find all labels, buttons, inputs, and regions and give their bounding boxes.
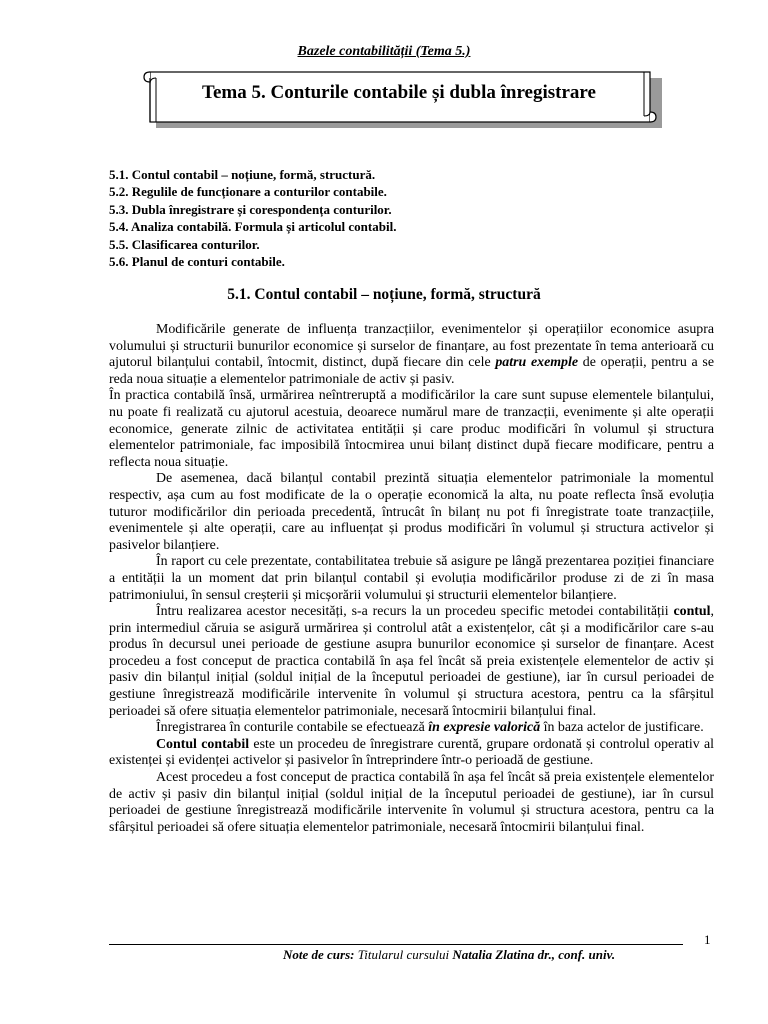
text-run: Înregistrarea în conturile contabile se efectuează: [156, 720, 429, 736]
toc-item: 5.6. Planul de conturi contabile.: [109, 254, 285, 270]
paragraph: [109, 720, 714, 737]
paragraph: În raport cu cele prezentate, contabilitatea trebuie să asigure pe lângă prezentarea poziției financiare a entității la un moment dat prin bilanțul contabil și evoluția modificărilor produse zi de zi în masa patrimoniului, în sensul creșterii și micșorării volumului și structurii elementelor bilanțiere.: [109, 554, 714, 603]
text-run: , prin intermediul căruia se asigură urmărirea și controlul atât a existențelor, cât și a modificărilor care s-au produs în decursul unei perioade de gestiune asupra bunurilor economice și surselor de finanțare. Acest procedeu a fost conceput de practica contabilă în așa fel încât să preia existențele elementelor de activ și pasiv din bilanțul inițial (soldul inițial de la începutul perioadei de gestiune), iar în cursul perioadei de gestiune înregistrează modificările intervenite în volumul și structura acestora, pentru ca la sfârșitul perioadei să ofere situația elementelor patrimoniale, necesară întocmirii bilanțului final.: [109, 604, 714, 719]
paragraph: Acest procedeu a fost conceput de practica contabilă în așa fel încât să preia existențele elementelor de activ și pasiv din bilanțul inițial (soldul inițial de la începutul perioadei de gestiune), iar în cursul perioadei de gestiune înregistrează modificările intervenite în volumul și structura acestora, pentru ca la sfârșitul perioadei să ofere situația elementelor patrimoniale, necesară întocmirii bilanțului final.: [109, 770, 714, 835]
bold-term: Contul contabil: [156, 736, 250, 752]
chapter-title: Tema 5. Conturile contabile și dubla înregistrare: [202, 82, 596, 103]
toc-item: 5.1. Contul contabil – noțiune, formă, structură.: [109, 167, 376, 182]
paragraph: În practica contabilă însă, urmărirea neîntreruptă a modificărilor la care sunt supuse elementele bilanțului, nu poate fi realizată cu ajutorul acestuia, deoarece numărul mare de tranzacții, evenimente și alte operații economice, generate zilnic de activitatea entității și care produc modificări în volumul și structura elementelor patrimoniale, fac imposibilă întocmirea unui bilanț distinct după fiecare modificare, pentru a reflecta noua situație.: [109, 388, 714, 470]
footer-holder-label: Titularul cursului: [357, 947, 450, 962]
running-header: Bazele contabilității (Tema 5.): [297, 44, 471, 59]
section-heading: 5.1. Contul contabil – noțiune, formă, structură: [227, 286, 541, 303]
text-run: Întru realizarea acestor necesități, s-a recurs la un procedeu specific metodei contabilității: [156, 604, 674, 620]
footer-author: Natalia Zlatina dr., conf. univ.: [452, 947, 616, 962]
paragraph: [109, 322, 714, 388]
title-banner: [142, 68, 664, 132]
table-of-contents: [109, 166, 669, 270]
bold-term: contul: [673, 604, 711, 620]
page-number: 1: [704, 932, 711, 947]
paragraph: [109, 604, 714, 720]
emphasis-text: în expresie valorică: [428, 720, 541, 736]
text-run: de operații, pentru a se reda noua situație a elementelor patrimoniale de activ și pasiv.: [109, 355, 714, 387]
page-footer: [283, 947, 615, 963]
text-run: Modificările generate de influența tranzacțiilor, evenimentelor și operațiilor economice asupra volumului și structurii bunurilor economice și surselor de finanțare, au fost prezentate în tema anterioară cu ajutorul bilanțului contabil, întocmit, distinct, după fiecare din cele: [109, 322, 714, 371]
footer-divider: [109, 944, 683, 945]
toc-item: 5.3. Dubla înregistrare și corespondența conturilor.: [109, 201, 392, 217]
footer-label: Note de curs:: [283, 947, 355, 962]
paragraph: [109, 737, 714, 770]
paragraph: De asemenea, dacă bilanțul contabil prezintă situația elementelor patrimoniale la momentul respectiv, așa cum au fost modificate de la o operație economică la alta, nu poate reflecta însă evoluția tuturor modificărilor din perioada precedentă, întrucât în bilanț nu pot fi înregistrate toate tranzacțiile, evenimentele și alte operații, care au influențat și produs modificări în volumul și structura activelor și pasivelor bilanțiere.: [109, 471, 714, 553]
text-run: este un procedeu de înregistrare curentă, grupare ordonată și controlul operativ al existenței și evidenței activelor și pasivelor în întreprindere într-o perioadă de gestiune.: [109, 736, 714, 769]
emphasis-text: patru exemple: [495, 355, 579, 371]
text-run: în baza actelor de justificare.: [540, 720, 704, 736]
body-text: [109, 322, 714, 836]
toc-item: 5.5. Clasificarea conturilor.: [109, 236, 260, 252]
toc-item: 5.2. Regulile de funcționare a conturilor contabile.: [109, 184, 387, 200]
toc-item: 5.4. Analiza contabilă. Formula și articolul contabil.: [109, 219, 397, 235]
